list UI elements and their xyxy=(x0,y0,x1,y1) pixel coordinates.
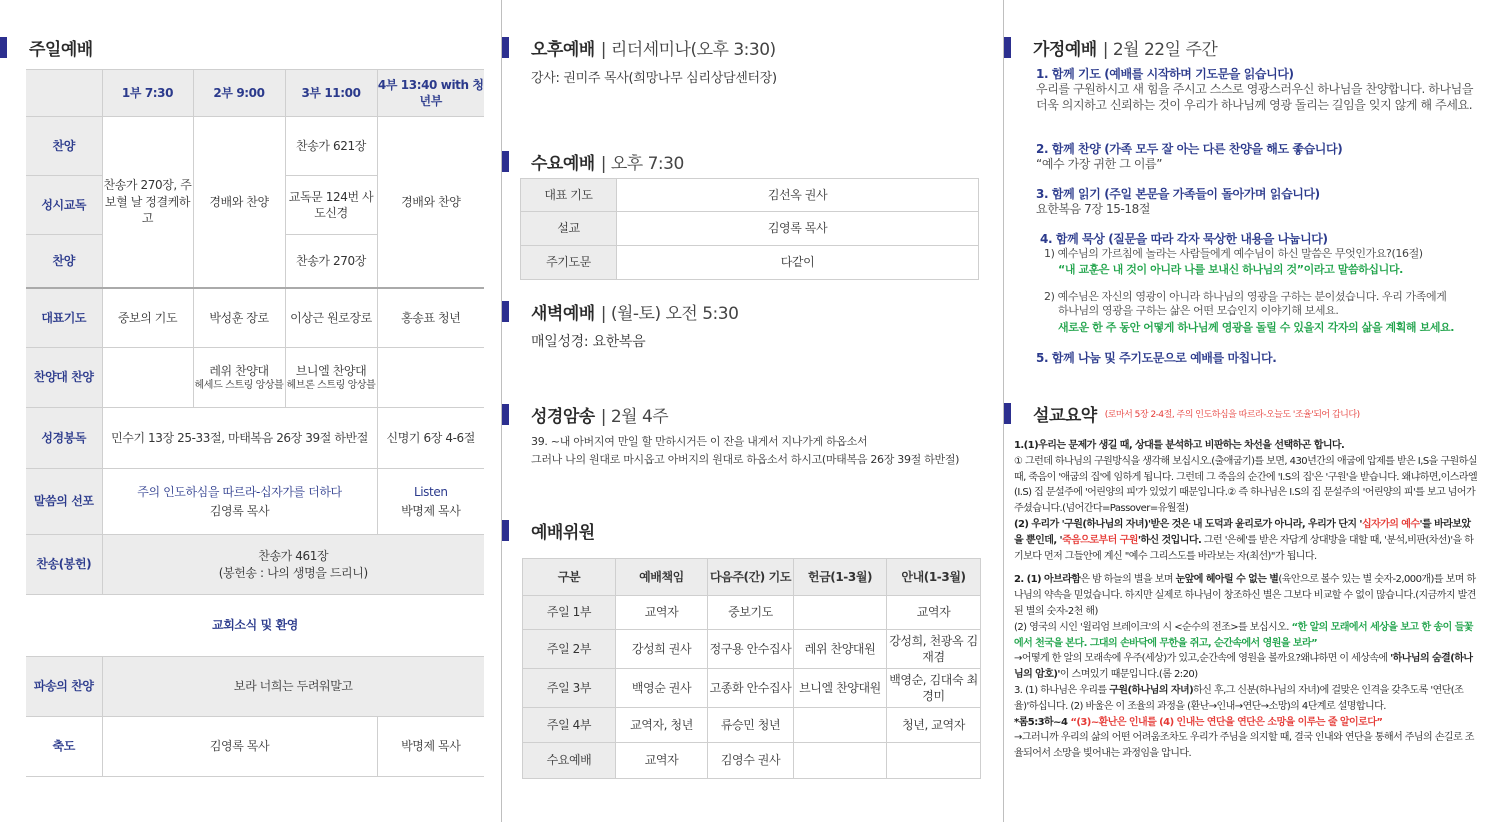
home-step-head: 2. 함께 찬양 (가족 모두 잘 아는 다른 찬양을 해도 좋습니다) xyxy=(1036,142,1343,156)
cell-s3-praise: 찬송가 621장 xyxy=(285,117,377,176)
staff-cell xyxy=(794,743,887,779)
wed-value: 다같이 xyxy=(617,246,979,280)
cell-reading-4: 신명기 6장 4-6절 xyxy=(377,408,484,469)
summary-p2-b: (2) 영국의 시인 '윌리엄 브레이크'의 시 <순수의 전조>를 보십시오. “한 알의 모래에서 세상을 보고 한 송이 들꽃에서 천국을 본다. 그대의 손바닥에 무한을 쥐고, 순간속에서 영원을 보라” xyxy=(1014,621,1473,649)
label-reading: 성경봉독 xyxy=(26,408,102,469)
section-subtitle: | 2월 4주 xyxy=(600,406,669,427)
header-service-2: 2부 9:00 xyxy=(193,70,285,117)
summary-p3-c: →그러니까 우리의 삶의 어떤 어려움조차도 우리가 주님을 의지할 때, 결국 인내와 연단을 통해서 주님의 손길로 조율되어서 소망을 빚어내는 과정임을 압니다. xyxy=(1014,732,1474,760)
home-step-head: 5. 함께 나눔 및 주기도문으로 예배를 마칩니다. xyxy=(1036,351,1277,365)
sunday-table xyxy=(26,69,484,777)
staff-cell: 교역자 xyxy=(887,596,981,630)
section-summary-header xyxy=(1004,401,1360,425)
wed-label: 대표 기도 xyxy=(521,179,617,212)
cell-choir-4 xyxy=(377,348,484,408)
section-staff-header xyxy=(502,518,595,542)
label-praise2: 찬양 xyxy=(26,235,102,288)
section-bar xyxy=(502,404,509,425)
label-offering: 찬송(봉헌) xyxy=(26,535,102,595)
offering-sub: (봉헌송 : 나의 생명을 드리니) xyxy=(218,565,368,580)
sermon-summary xyxy=(1014,438,1479,762)
cell-reading-main: 민수기 13장 25-33절, 마태복음 26장 39절 하반절 xyxy=(102,408,377,469)
summary-p3-a: 3. (1) 하나님은 우리를 구원(하나님의 자녀)하신 후,그 신분(하나님의 자녀)에 걸맞은 인격을 갖추도록 '연단(조율)'하십니다. (2) 바울은 이 조율의 과정을 (환난→인내→연단→소망)의 4단계로 설명합니다. xyxy=(1014,684,1464,712)
section-afternoon-header xyxy=(502,35,776,59)
section-memory-header xyxy=(502,402,668,426)
section-bar xyxy=(1004,403,1011,424)
staff-cell: 레위 찬양대원 xyxy=(794,630,887,669)
summary-p1-b: (2) 우리가 '구원(하나님의 자녀)'받은 것은 내 도덕과 윤리로가 아니라, 우리가 단지 '십자가의 예수'를 바라보았을 뿐인데, '죽음으로부터 구원'하신 것입니다. 그런 '은혜'를 받은 자답게 상대방을 대할 때, '분석,비판(차선)'을 하기보다 먼저 그들안에 계신 "예수 그리스도를 바라보는 자(최선)"가 됩니다. xyxy=(1014,518,1474,562)
choir-2-main: 레위 찬양대 xyxy=(209,363,269,378)
section-bar xyxy=(502,520,509,541)
home-q2-block xyxy=(1044,290,1494,335)
column-sunday xyxy=(0,0,495,822)
staff-cell: 브니엘 찬양대원 xyxy=(794,669,887,708)
header-empty xyxy=(26,70,102,117)
label-prayer: 대표기도 xyxy=(26,288,102,348)
section-dawn-header xyxy=(502,299,738,323)
home-step-4 xyxy=(1040,230,1490,277)
staff-cell: 정구용 안수집사 xyxy=(708,630,794,669)
section-sunday-header xyxy=(0,35,93,59)
staff-header: 예배책임 xyxy=(616,559,708,596)
cell-sermon-4 xyxy=(377,469,484,535)
label-choir: 찬양대 찬양 xyxy=(26,348,102,408)
home-step-text: “예수 가장 귀한 그 이름” xyxy=(1036,157,1163,171)
label-scripture: 성시교독 xyxy=(26,176,102,235)
section-bar xyxy=(502,37,509,58)
section-home-header xyxy=(1004,35,1217,59)
staff-cell: 백영순, 김대숙 최경미 xyxy=(887,669,981,708)
wed-label: 주기도문 xyxy=(521,246,617,280)
dawn-text: 매일성경: 요한복음 xyxy=(531,334,646,350)
home-step-2 xyxy=(1036,140,1486,173)
cell-prayer-2: 박성훈 장로 xyxy=(193,288,285,348)
afternoon-speaker: 강사: 권미주 목사(희망나무 심리상담센터장) xyxy=(531,71,777,86)
choir-2-sub: 헤세드 스트링 앙상블 xyxy=(194,379,284,391)
header-service-4: 4부 13:40 with 청년부 xyxy=(377,70,484,117)
section-title: 오후예배 xyxy=(531,39,595,60)
staff-row-label: 주일 3부 xyxy=(523,669,616,708)
choir-3-main: 브니엘 찬양대 xyxy=(295,363,367,378)
section-title: 예배위원 xyxy=(531,522,595,543)
home-step-head: 1. 함께 기도 (예배를 시작하며 기도문을 읽습니다) xyxy=(1036,67,1294,81)
summary-p2-a: 2. (1) 아브라함은 밤 하늘의 별을 보며 눈앞에 헤아릴 수 없는 별(육안으로 볼수 있는 별 숫자-2,000개)를 보며 하나님의 약속을 믿었습니다. 하지만 실제로 하나님이 창조하신 별은 그보다 비교할 수 없이 많습니다.(지금까지 발견된 별의 숫자-2천 해) xyxy=(1014,574,1476,617)
staff-header: 다음주(간) 기도 xyxy=(708,559,794,596)
section-title: 가정예배 xyxy=(1033,39,1097,60)
staff-cell: 강성희, 천광옥 김재겸 xyxy=(887,630,981,669)
cell-s1-merged: 찬송가 270장, 주 보혈 날 정결케하고 xyxy=(102,117,193,288)
staff-cell: 강성희 권사 xyxy=(616,630,708,669)
cell-offering xyxy=(102,535,484,595)
section-subtitle: | (월-토) 오전 5:30 xyxy=(600,303,739,324)
cell-s4-merged: 경배와 찬양 xyxy=(377,117,484,288)
label-blessing: 축도 xyxy=(26,717,102,777)
home-step-5 xyxy=(1036,349,1486,366)
home-q1: 1) 예수님의 가르침에 놀라는 사람들에게 예수님이 하신 말씀은 무엇인가요?(16절) xyxy=(1044,247,1423,260)
cell-blessing-4: 박명제 목사 xyxy=(377,717,484,777)
summary-p1-a: ① 그런데 하나님의 구원방식을 생각해 보십시오.(출애굽기)를 보면, 430년간의 애굽에 압제를 받은 I,S을 구원하실때, 죽음이 '애굽의 집'에 임하게 됩니다. 그런데 그 죽음의 순간에 'I.S의 집'은 '구원'을 받습니다. 왜냐하면,이스라엘(I.S) 집 문설주에 '어린양의 피'가 있었기 때문입니다.② 즉 하나님은 I.S의 집 문설주의 '어린양의 피'를 보고 넘어가 주셨습니다.(넘어간다=Passover=유월절) xyxy=(1014,455,1478,515)
section-bar xyxy=(502,301,509,322)
section-bar xyxy=(0,37,7,58)
staff-cell xyxy=(794,596,887,630)
cell-news: 교회소식 및 환영 xyxy=(26,595,484,657)
section-subtitle: | 리더세미나(오후 3:30) xyxy=(600,39,776,60)
staff-cell xyxy=(794,708,887,743)
staff-row-label: 수요예배 xyxy=(523,743,616,779)
staff-header: 안내(1-3월) xyxy=(887,559,981,596)
wed-label: 설교 xyxy=(521,212,617,246)
choir-3-sub: 헤브론 스트링 앙상블 xyxy=(286,379,376,391)
offering-main: 찬송가 461장 xyxy=(258,549,329,564)
home-q2b: 하나님의 영광을 구하는 삶은 어떤 모습인지 이야기해 보세요. xyxy=(1058,304,1339,318)
sermon4-preacher: 박명제 목사 xyxy=(401,504,461,518)
staff-table xyxy=(522,558,981,779)
cell-blessing-main: 김영록 목사 xyxy=(102,717,377,777)
home-step-3 xyxy=(1036,185,1486,218)
staff-cell: 교역자, 청년 xyxy=(616,708,708,743)
cell-choir-3 xyxy=(285,348,377,408)
summary-p2-c: →어떻게 한 알의 모래속에 우주(세상)가 있고,순간속에 영원을 볼까요?왜냐하면 이 세상속에 '하나님의 숨결(하나님의 암호)'이 스며있기 때문입니다.(롬 2:20) xyxy=(1014,653,1473,681)
staff-cell: 류승민 청년 xyxy=(708,708,794,743)
staff-cell xyxy=(887,743,981,779)
cell-choir-1 xyxy=(102,348,193,408)
sermon-title: 주의 인도하심을 따르라-십자가를 더하다 xyxy=(137,484,342,499)
section-bar xyxy=(502,151,509,172)
home-step-1 xyxy=(1036,65,1486,113)
cell-prayer-4: 홍송표 청년 xyxy=(377,288,484,348)
cell-s2-merged: 경배와 찬양 xyxy=(193,117,285,288)
column-services xyxy=(502,0,997,822)
cell-sending: 보라 너희는 두려워말고 xyxy=(102,657,484,717)
staff-row-label: 주일 4부 xyxy=(523,708,616,743)
cell-prayer-3: 이상근 원로장로 xyxy=(285,288,377,348)
column-home xyxy=(1004,0,1497,822)
wed-value: 김선옥 권사 xyxy=(617,179,979,212)
cell-sermon-main xyxy=(102,469,377,535)
section-bar xyxy=(1004,37,1011,58)
staff-cell: 고종화 안수집사 xyxy=(708,669,794,708)
cell-prayer-1: 중보의 기도 xyxy=(102,288,193,348)
staff-cell: 중보기도 xyxy=(708,596,794,630)
cell-s3-praise2: 찬송가 270장 xyxy=(285,235,377,288)
sermon-preacher: 김영록 목사 xyxy=(209,504,270,518)
home-step-text: 요한복음 7장 15-18절 xyxy=(1036,202,1151,216)
staff-header: 헌금(1-3월) xyxy=(794,559,887,596)
staff-row-label: 주일 2부 xyxy=(523,630,616,669)
home-step-head: 3. 함께 읽기 (주일 본문을 가족들이 돌아가며 읽습니다) xyxy=(1036,187,1320,201)
section-subtitle: | 2월 22일 주간 xyxy=(1102,39,1218,60)
header-service-3: 3부 11:00 xyxy=(285,70,377,117)
header-service-1: 1부 7:30 xyxy=(102,70,193,117)
cell-choir-2 xyxy=(193,348,285,408)
label-sending: 파송의 찬양 xyxy=(26,657,102,717)
section-subtitle: | 오후 7:30 xyxy=(600,153,684,174)
label-sermon: 말씀의 선포 xyxy=(26,469,102,535)
section-title: 주일예배 xyxy=(29,39,93,60)
staff-cell: 백영순 권사 xyxy=(616,669,708,708)
summary-p3-b: *롬5:3하~4 “(3)~환난은 인내를 (4) 인내는 연단을 연단은 소망을 이루는 줄 알이로다” xyxy=(1014,716,1383,728)
summary-p1-head: 1.(1)우리는 문제가 생길 때, 상대를 분석하고 비판하는 차선을 선택하곤 합니다. xyxy=(1014,440,1345,451)
section-title: 성경암송 xyxy=(531,406,595,427)
staff-row-label: 주일 1부 xyxy=(523,596,616,630)
staff-cell: 교역자 xyxy=(616,743,708,779)
home-q2-answer: 새로운 한 주 동안 어떻게 하나님께 영광을 돌릴 수 있을지 각자의 삶을 계획해 보세요. xyxy=(1058,320,1455,334)
home-step-head: 4. 함께 묵상 (질문을 따라 각자 묵상한 내용을 나눕니다) xyxy=(1040,232,1328,246)
cell-s3-scripture: 교독문 124번 사도신경 xyxy=(285,176,377,235)
section-title: 새벽예배 xyxy=(531,303,595,324)
label-praise: 찬양 xyxy=(26,117,102,176)
staff-header: 구분 xyxy=(523,559,616,596)
staff-cell: 김영수 권사 xyxy=(708,743,794,779)
staff-cell: 청년, 교역자 xyxy=(887,708,981,743)
section-wednesday-header xyxy=(502,149,684,173)
staff-cell: 교역자 xyxy=(616,596,708,630)
home-step-text: 우리를 구원하시고 새 힘을 주시고 스스로 영광스러우신 하나님을 찬양합니다. 하나님을 더욱 의지하고 신뢰하는 것이 우리가 하나님께 영광 돌리는 길임을 잊지 않게 해 주세요. xyxy=(1036,82,1474,112)
home-q2: 2) 예수님은 자신의 영광이 아니라 하나님의 영광을 구하는 분이셨습니다. 우리 가족에게 xyxy=(1044,290,1447,303)
wed-value: 김영록 목사 xyxy=(617,212,979,246)
sermon4-title: Listen xyxy=(413,484,448,499)
memory-line-2: 그러나 나의 원대로 마시옵고 아버지의 원대로 하옵소서 하시고(마태복음 26장 39절 하반절) xyxy=(531,453,960,466)
section-note: (로마서 5장 2-4절, 주의 인도하심을 따르라-오늘도 '조율'되어 갑니다) xyxy=(1104,409,1360,420)
home-q1-answer: “내 교훈은 내 것이 아니라 나를 보내신 하나님의 것”이라고 말씀하십니다. xyxy=(1058,263,1403,277)
memory-line-1: 39. ~내 아버지여 만일 할 만하시거든 이 잔을 내게서 지나가게 하옵소서 xyxy=(531,435,868,448)
wednesday-table xyxy=(520,178,979,280)
section-title: 수요예배 xyxy=(531,153,595,174)
section-title: 설교요약 xyxy=(1033,405,1097,426)
